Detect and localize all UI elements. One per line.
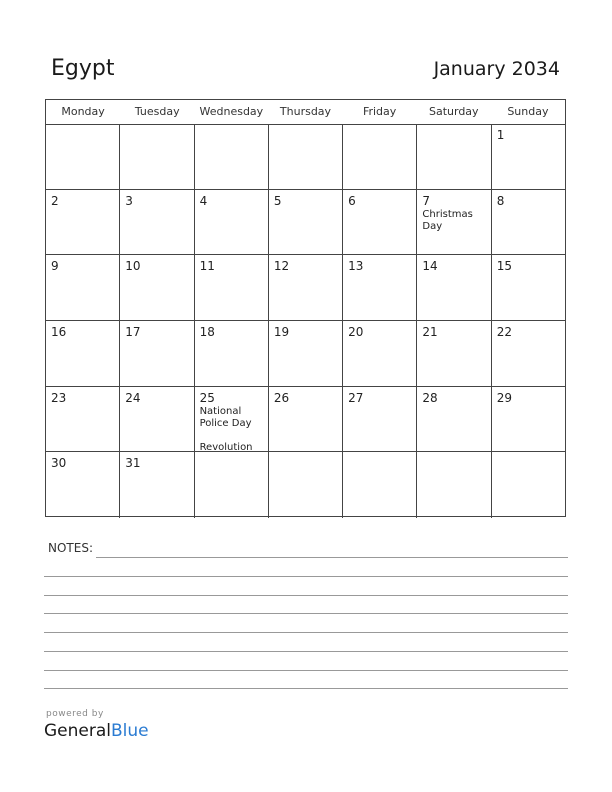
- day-cell: [492, 255, 565, 320]
- day-number: 28: [422, 390, 438, 405]
- day-cell: [343, 255, 417, 320]
- day-number: 29: [496, 390, 512, 405]
- notes-line: [44, 595, 568, 596]
- notes-line: [44, 613, 568, 614]
- weekday-wednesday: Wednesday: [199, 105, 264, 118]
- day-cell: [343, 190, 417, 255]
- day-cell: [195, 321, 269, 386]
- day-cell: [46, 452, 120, 518]
- notes-line: [44, 632, 568, 633]
- notes-line: [96, 557, 568, 558]
- day-number: 10: [125, 259, 141, 274]
- day-cell: [120, 452, 194, 518]
- day-number: 14: [422, 259, 438, 274]
- day-cell: [120, 124, 194, 189]
- calendar-week: [46, 452, 565, 518]
- day-number: 13: [348, 259, 364, 274]
- day-number: 7: [422, 193, 431, 208]
- day-cell: [417, 255, 491, 320]
- day-cell: [492, 124, 565, 189]
- day-number: 9: [51, 259, 59, 274]
- day-cell: [195, 190, 269, 255]
- day-cell: [417, 321, 491, 386]
- weekday-header: [46, 100, 565, 125]
- calendar-week: [46, 190, 565, 256]
- day-cell: [269, 124, 343, 189]
- day-number: 25: [199, 390, 215, 405]
- country-title: Egypt: [51, 56, 115, 81]
- day-cell: [195, 255, 269, 320]
- day-cell: [269, 452, 343, 518]
- day-cell: [417, 124, 491, 189]
- weekday-sunday: Sunday: [507, 105, 549, 118]
- holiday-label: Christmas Day: [422, 208, 473, 232]
- calendar-week: [46, 387, 565, 453]
- day-number: 23: [51, 390, 67, 405]
- weekday-tuesday: Tuesday: [134, 105, 180, 118]
- day-cell: [46, 321, 120, 386]
- day-number: 1: [496, 128, 505, 142]
- generalblue-logo[interactable]: [44, 721, 149, 741]
- notes-line: [44, 651, 568, 652]
- weekday-friday: Friday: [362, 105, 397, 118]
- holiday-label: National Police Day: [199, 405, 252, 429]
- day-cell: [120, 255, 194, 320]
- calendar-week: [46, 255, 565, 321]
- notes-line: [44, 576, 568, 577]
- day-cell: [492, 452, 565, 518]
- day-number: 2: [51, 193, 59, 208]
- day-number: 26: [273, 390, 290, 405]
- day-cell: [120, 321, 194, 386]
- day-number: 21: [422, 325, 438, 340]
- day-cell: [120, 387, 194, 452]
- day-cell: [343, 452, 417, 518]
- day-number: 24: [125, 390, 141, 405]
- day-cell: [269, 255, 343, 320]
- day-number: 27: [348, 390, 364, 405]
- day-number: 18: [199, 325, 215, 340]
- day-cell: [46, 255, 120, 320]
- day-cell: [343, 387, 417, 452]
- powered-by-text: powered by: [46, 709, 104, 719]
- day-cell: [46, 124, 120, 189]
- day-cell-holiday: [417, 190, 491, 255]
- day-cell: [492, 321, 565, 386]
- day-number: 8: [496, 193, 505, 208]
- day-number: 6: [348, 193, 356, 208]
- logo-general: General: [44, 721, 111, 741]
- day-number: 11: [199, 259, 215, 274]
- day-cell: [492, 190, 565, 255]
- day-number: 17: [125, 325, 141, 340]
- day-cell: [343, 124, 417, 189]
- day-cell: [269, 190, 343, 255]
- day-cell: [120, 190, 194, 255]
- calendar-week: [46, 321, 565, 387]
- logo-blue: Blue: [111, 721, 149, 741]
- day-number: 15: [496, 259, 512, 274]
- weekday-monday: Monday: [61, 105, 105, 118]
- month-title: January 2034: [433, 58, 560, 80]
- day-cell-holiday: [195, 387, 269, 452]
- holiday-label: Revolution: [199, 441, 253, 452]
- notes-line: [44, 688, 568, 689]
- day-cell: [46, 190, 120, 255]
- notes-line: [44, 670, 568, 671]
- day-number: 30: [51, 456, 67, 471]
- day-number: 31: [125, 456, 141, 471]
- day-cell: [195, 452, 269, 518]
- day-cell: [492, 387, 565, 452]
- day-cell: [417, 452, 491, 518]
- day-cell: [417, 387, 491, 452]
- day-number: 20: [348, 325, 364, 340]
- day-number: 16: [51, 325, 67, 340]
- day-number: 12: [273, 259, 290, 274]
- day-cell: [343, 321, 417, 386]
- day-cell: [46, 387, 120, 452]
- weekday-saturday: Saturday: [428, 105, 479, 118]
- day-number: 22: [496, 325, 512, 340]
- calendar-weeks: [46, 124, 565, 516]
- day-number: 19: [273, 325, 290, 340]
- day-number: 5: [273, 193, 282, 208]
- day-number: 4: [199, 193, 208, 208]
- day-number: 3: [125, 193, 133, 208]
- weekday-thursday: Thursday: [279, 105, 332, 118]
- calendar-grid: [45, 99, 566, 517]
- notes-label: NOTES:: [48, 541, 93, 555]
- calendar-week: [46, 124, 565, 190]
- day-cell: [195, 124, 269, 189]
- day-cell: [269, 387, 343, 452]
- day-cell: [269, 321, 343, 386]
